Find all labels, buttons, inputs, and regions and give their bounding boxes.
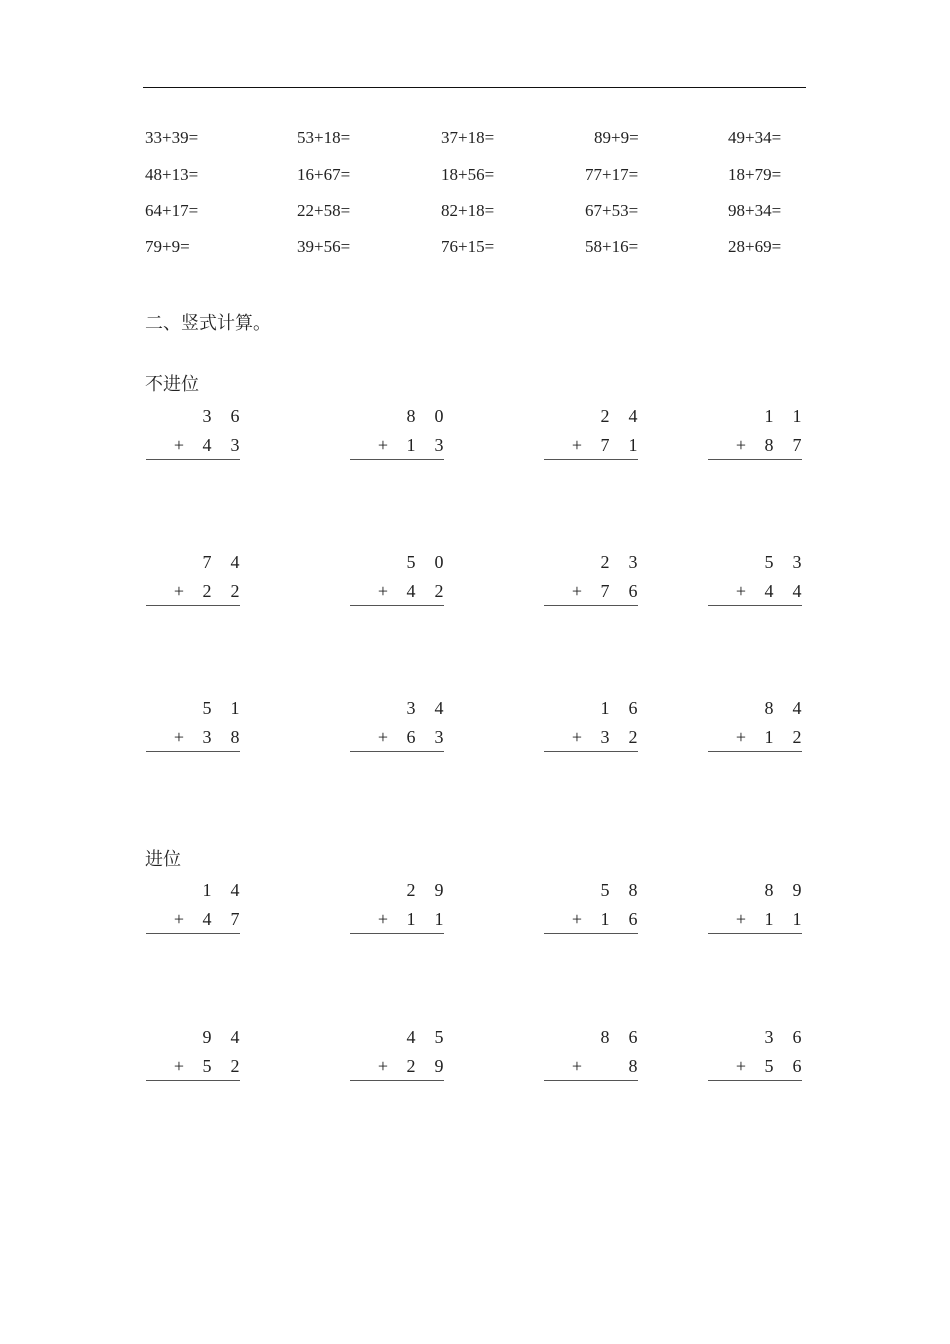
oral-item: 22+58= bbox=[297, 201, 351, 220]
section-title: 二、竖式计算。 bbox=[145, 313, 271, 334]
addend-bottom bbox=[708, 1056, 808, 1080]
plus-sign: + bbox=[735, 435, 747, 455]
digit-tens: 7 bbox=[202, 552, 212, 572]
addend-top bbox=[146, 1027, 246, 1051]
addend-top bbox=[146, 880, 246, 904]
vertical-problem bbox=[544, 880, 644, 940]
plus-sign: + bbox=[571, 1056, 583, 1076]
digit-tens: 3 bbox=[764, 1027, 774, 1047]
digit-ones: 9 bbox=[434, 880, 444, 900]
digit-ones: 9 bbox=[792, 880, 802, 900]
digit-ones: 1 bbox=[792, 406, 802, 426]
digit-tens: 1 bbox=[406, 909, 416, 929]
plus-sign: + bbox=[173, 435, 185, 455]
vertical-problem bbox=[146, 552, 246, 612]
digit-ones: 7 bbox=[792, 435, 802, 455]
digit-ones: 6 bbox=[792, 1027, 802, 1047]
vertical-problem bbox=[350, 406, 450, 466]
answer-line bbox=[146, 933, 240, 934]
plus-sign: + bbox=[735, 581, 747, 601]
digit-tens: 2 bbox=[600, 552, 610, 572]
digit-ones: 4 bbox=[230, 1027, 240, 1047]
answer-line bbox=[544, 1080, 638, 1081]
oral-item: 28+69= bbox=[728, 237, 782, 256]
addend-bottom bbox=[350, 435, 450, 459]
digit-ones: 0 bbox=[434, 406, 444, 426]
digit-tens: 3 bbox=[600, 727, 610, 747]
digit-ones: 4 bbox=[230, 880, 240, 900]
vertical-problem bbox=[544, 552, 644, 612]
digit-ones: 3 bbox=[792, 552, 802, 572]
addend-top bbox=[544, 552, 644, 576]
addend-top bbox=[708, 1027, 808, 1051]
plus-sign: + bbox=[377, 1056, 389, 1076]
digit-ones: 4 bbox=[230, 552, 240, 572]
answer-line bbox=[146, 1080, 240, 1081]
oral-item: 82+18= bbox=[441, 201, 495, 220]
addend-bottom bbox=[544, 1056, 644, 1080]
digit-tens: 4 bbox=[202, 909, 212, 929]
plus-sign: + bbox=[173, 727, 185, 747]
addend-top bbox=[350, 698, 450, 722]
digit-ones: 4 bbox=[628, 406, 638, 426]
digit-tens: 5 bbox=[202, 698, 212, 718]
digit-tens: 3 bbox=[202, 727, 212, 747]
digit-tens: 1 bbox=[764, 727, 774, 747]
digit-tens: 5 bbox=[600, 880, 610, 900]
addend-bottom bbox=[544, 727, 644, 751]
digit-tens: 2 bbox=[600, 406, 610, 426]
answer-line bbox=[708, 933, 802, 934]
vertical-problem bbox=[146, 1027, 246, 1087]
digit-ones: 6 bbox=[628, 909, 638, 929]
digit-tens: 4 bbox=[202, 435, 212, 455]
digit-ones: 4 bbox=[434, 698, 444, 718]
answer-line bbox=[350, 605, 444, 606]
digit-tens: 9 bbox=[202, 1027, 212, 1047]
vertical-problem bbox=[350, 880, 450, 940]
digit-tens: 4 bbox=[764, 581, 774, 601]
digit-tens: 1 bbox=[764, 909, 774, 929]
addend-top bbox=[708, 698, 808, 722]
oral-item: 79+9= bbox=[145, 237, 190, 256]
answer-line bbox=[146, 605, 240, 606]
addend-top bbox=[350, 552, 450, 576]
addend-bottom bbox=[708, 909, 808, 933]
addend-bottom bbox=[350, 727, 450, 751]
answer-line bbox=[544, 751, 638, 752]
addend-bottom bbox=[708, 435, 808, 459]
addend-bottom bbox=[708, 581, 808, 605]
digit-tens: 1 bbox=[764, 406, 774, 426]
digit-tens: 2 bbox=[406, 1056, 416, 1076]
oral-item: 98+34= bbox=[728, 201, 782, 220]
plus-sign: + bbox=[735, 1056, 747, 1076]
oral-item: 67+53= bbox=[585, 201, 639, 220]
answer-line bbox=[708, 1080, 802, 1081]
plus-sign: + bbox=[571, 435, 583, 455]
answer-line bbox=[708, 605, 802, 606]
oral-item: 18+56= bbox=[441, 165, 495, 184]
oral-item: 49+34= bbox=[728, 128, 782, 147]
vertical-problem bbox=[544, 698, 644, 758]
oral-item: 89+9= bbox=[594, 128, 639, 147]
digit-ones: 6 bbox=[230, 406, 240, 426]
addend-bottom bbox=[544, 435, 644, 459]
addend-bottom bbox=[146, 581, 246, 605]
digit-tens: 2 bbox=[406, 880, 416, 900]
oral-item: 39+56= bbox=[297, 237, 351, 256]
addend-top bbox=[544, 1027, 644, 1051]
addend-top bbox=[350, 1027, 450, 1051]
plus-sign: + bbox=[377, 727, 389, 747]
vertical-problem bbox=[708, 698, 808, 758]
answer-line bbox=[708, 751, 802, 752]
digit-tens: 4 bbox=[406, 1027, 416, 1047]
addend-top bbox=[708, 880, 808, 904]
addend-bottom bbox=[146, 1056, 246, 1080]
answer-line bbox=[350, 933, 444, 934]
digit-tens: 2 bbox=[202, 581, 212, 601]
plus-sign: + bbox=[173, 1056, 185, 1076]
vertical-problem bbox=[708, 1027, 808, 1087]
digit-tens: 1 bbox=[600, 909, 610, 929]
addend-bottom bbox=[544, 909, 644, 933]
vertical-problem bbox=[350, 698, 450, 758]
oral-item: 18+79= bbox=[728, 165, 782, 184]
no-carry-label: 不进位 bbox=[145, 374, 199, 395]
oral-item: 53+18= bbox=[297, 128, 351, 147]
addend-top bbox=[544, 698, 644, 722]
digit-tens: 7 bbox=[600, 581, 610, 601]
addend-bottom bbox=[350, 581, 450, 605]
addend-bottom bbox=[146, 435, 246, 459]
addend-top bbox=[146, 698, 246, 722]
plus-sign: + bbox=[377, 909, 389, 929]
digit-tens: 8 bbox=[406, 406, 416, 426]
vertical-problem bbox=[544, 406, 644, 466]
digit-ones: 3 bbox=[434, 435, 444, 455]
oral-item: 37+18= bbox=[441, 128, 495, 147]
digit-ones: 3 bbox=[628, 552, 638, 572]
digit-tens: 5 bbox=[406, 552, 416, 572]
digit-ones: 2 bbox=[434, 581, 444, 601]
vertical-problem bbox=[708, 880, 808, 940]
addend-bottom bbox=[544, 581, 644, 605]
vertical-problem bbox=[708, 406, 808, 466]
answer-line bbox=[146, 751, 240, 752]
oral-item: 16+67= bbox=[297, 165, 351, 184]
answer-line bbox=[350, 751, 444, 752]
digit-ones: 6 bbox=[628, 581, 638, 601]
digit-ones: 2 bbox=[230, 1056, 240, 1076]
answer-line bbox=[544, 933, 638, 934]
digit-ones: 5 bbox=[434, 1027, 444, 1047]
carry-label: 进位 bbox=[145, 849, 181, 870]
digit-tens: 3 bbox=[202, 406, 212, 426]
answer-line bbox=[708, 459, 802, 460]
addend-bottom bbox=[708, 727, 808, 751]
addend-top bbox=[544, 880, 644, 904]
answer-line bbox=[146, 459, 240, 460]
plus-sign: + bbox=[377, 435, 389, 455]
vertical-problem bbox=[708, 552, 808, 612]
addend-bottom bbox=[350, 909, 450, 933]
digit-tens: 8 bbox=[600, 1027, 610, 1047]
addend-top bbox=[544, 406, 644, 430]
addend-bottom bbox=[146, 727, 246, 751]
digit-ones: 0 bbox=[434, 552, 444, 572]
addend-bottom bbox=[350, 1056, 450, 1080]
plus-sign: + bbox=[173, 909, 185, 929]
oral-item: 48+13= bbox=[145, 165, 199, 184]
oral-item: 77+17= bbox=[585, 165, 639, 184]
digit-tens: 8 bbox=[764, 435, 774, 455]
plus-sign: + bbox=[735, 727, 747, 747]
addend-top bbox=[350, 880, 450, 904]
vertical-problem bbox=[544, 1027, 644, 1087]
addend-top bbox=[708, 552, 808, 576]
digit-tens: 4 bbox=[406, 581, 416, 601]
digit-ones: 2 bbox=[230, 581, 240, 601]
digit-ones: 4 bbox=[792, 698, 802, 718]
digit-ones: 2 bbox=[628, 727, 638, 747]
digit-tens: 5 bbox=[764, 552, 774, 572]
digit-ones: 3 bbox=[230, 435, 240, 455]
digit-tens: 8 bbox=[764, 698, 774, 718]
digit-tens: 3 bbox=[406, 698, 416, 718]
digit-ones: 1 bbox=[628, 435, 638, 455]
digit-ones: 9 bbox=[434, 1056, 444, 1076]
addend-bottom bbox=[146, 909, 246, 933]
digit-ones: 4 bbox=[792, 581, 802, 601]
vertical-problem bbox=[146, 406, 246, 466]
plus-sign: + bbox=[173, 581, 185, 601]
digit-ones: 1 bbox=[230, 698, 240, 718]
oral-item: 33+39= bbox=[145, 128, 199, 147]
header-rule bbox=[143, 87, 806, 88]
answer-line bbox=[544, 605, 638, 606]
plus-sign: + bbox=[571, 581, 583, 601]
digit-tens: 7 bbox=[600, 435, 610, 455]
answer-line bbox=[350, 459, 444, 460]
digit-tens: 1 bbox=[600, 698, 610, 718]
digit-ones: 2 bbox=[792, 727, 802, 747]
digit-tens: 8 bbox=[764, 880, 774, 900]
plus-sign: + bbox=[377, 581, 389, 601]
vertical-problem bbox=[350, 1027, 450, 1087]
vertical-problem bbox=[146, 880, 246, 940]
digit-ones: 8 bbox=[628, 1056, 638, 1076]
addend-top bbox=[146, 552, 246, 576]
digit-tens: 5 bbox=[202, 1056, 212, 1076]
plus-sign: + bbox=[571, 909, 583, 929]
digit-ones: 6 bbox=[792, 1056, 802, 1076]
plus-sign: + bbox=[571, 727, 583, 747]
digit-tens: 6 bbox=[406, 727, 416, 747]
vertical-problem bbox=[350, 552, 450, 612]
addend-top bbox=[146, 406, 246, 430]
digit-tens: 1 bbox=[406, 435, 416, 455]
digit-ones: 7 bbox=[230, 909, 240, 929]
answer-line bbox=[350, 1080, 444, 1081]
oral-item: 64+17= bbox=[145, 201, 199, 220]
digit-ones: 3 bbox=[434, 727, 444, 747]
digit-ones: 8 bbox=[628, 880, 638, 900]
plus-sign: + bbox=[735, 909, 747, 929]
oral-item: 58+16= bbox=[585, 237, 639, 256]
oral-item: 76+15= bbox=[441, 237, 495, 256]
digit-ones: 8 bbox=[230, 727, 240, 747]
digit-tens: 5 bbox=[764, 1056, 774, 1076]
digit-ones: 6 bbox=[628, 1027, 638, 1047]
answer-line bbox=[544, 459, 638, 460]
addend-top bbox=[350, 406, 450, 430]
digit-ones: 1 bbox=[792, 909, 802, 929]
addend-top bbox=[708, 406, 808, 430]
digit-ones: 6 bbox=[628, 698, 638, 718]
digit-tens: 1 bbox=[202, 880, 212, 900]
vertical-problem bbox=[146, 698, 246, 758]
digit-ones: 1 bbox=[434, 909, 444, 929]
